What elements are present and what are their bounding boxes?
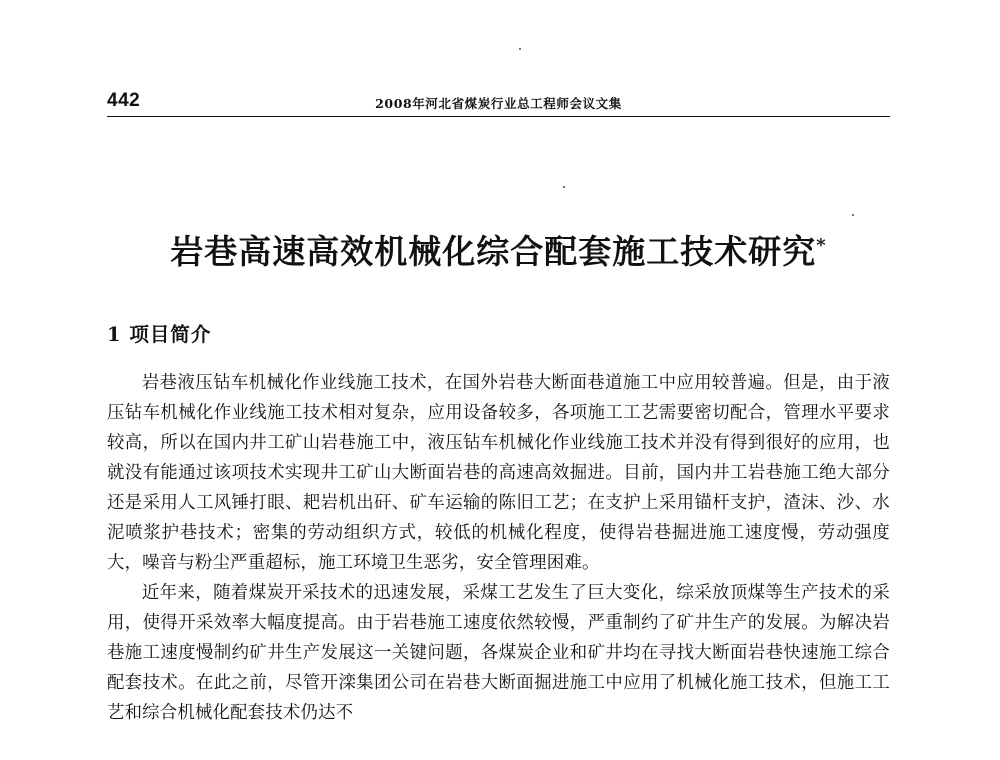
scan-speck — [563, 186, 565, 188]
header-rule — [107, 116, 890, 117]
scan-speck — [852, 214, 854, 216]
paper-title-text: 岩巷高速高效机械化综合配套施工技术研究 — [170, 232, 817, 271]
paragraph: 岩巷液压钻车机械化作业线施工技术，在国外岩巷大断面巷道施工中应用较普遍。但是，由于液压钻车机械化作业线施工技术相对复杂，应用设备较多，各项施工工艺需要密切配合，管理水平要求较高，所以在国内井工矿山岩巷施工中，液压钻车机械化作业线施工技术并没有得到很好的应用，也就没有能通过该项技术实现井工矿山大断面岩巷的高速高效掘进。目前，国内井工岩巷施工绝大部分还是采用人工风锤打眼、耙岩机出矸、矿车运输的陈旧工艺；在支护上采用锚杆支护，渣沫、沙、水泥喷浆护巷技术；密集的劳动组织方式，较低的机械化程度，使得岩巷掘进施工速度慢，劳动强度大，噪音与粉尘严重超标，施工环境卫生恶劣，安全管理困难。 — [107, 373, 890, 573]
paper-title — [107, 226, 890, 273]
page-number: 442 — [107, 90, 141, 111]
running-header — [107, 90, 890, 116]
body-text — [107, 368, 890, 728]
footnote-mark: * — [816, 235, 827, 256]
paragraph: 近年来，随着煤炭开采技术的迅速发展，采煤工艺发生了巨大变化，综采放顶煤等生产技术的采用，使得开采效率大幅度提高。由于岩巷施工速度依然较慢，严重制约了矿井生产的发展。为解决岩巷施工速度慢制约矿井生产发展这一关键问题，各煤炭企业和矿井均在寻找大断面岩巷快速施工综合配套技术。在此之前，尽管开滦集团公司在岩巷大断面掘进施工中应用了机械化施工技术，但施工工艺和综合机械化配套技术仍达不 — [107, 583, 890, 723]
section-heading: 1 项目简介 — [107, 323, 212, 346]
journal-title: 2008年河北省煤炭行业总工程师会议文集 — [375, 96, 622, 111]
scan-speck — [519, 48, 521, 50]
